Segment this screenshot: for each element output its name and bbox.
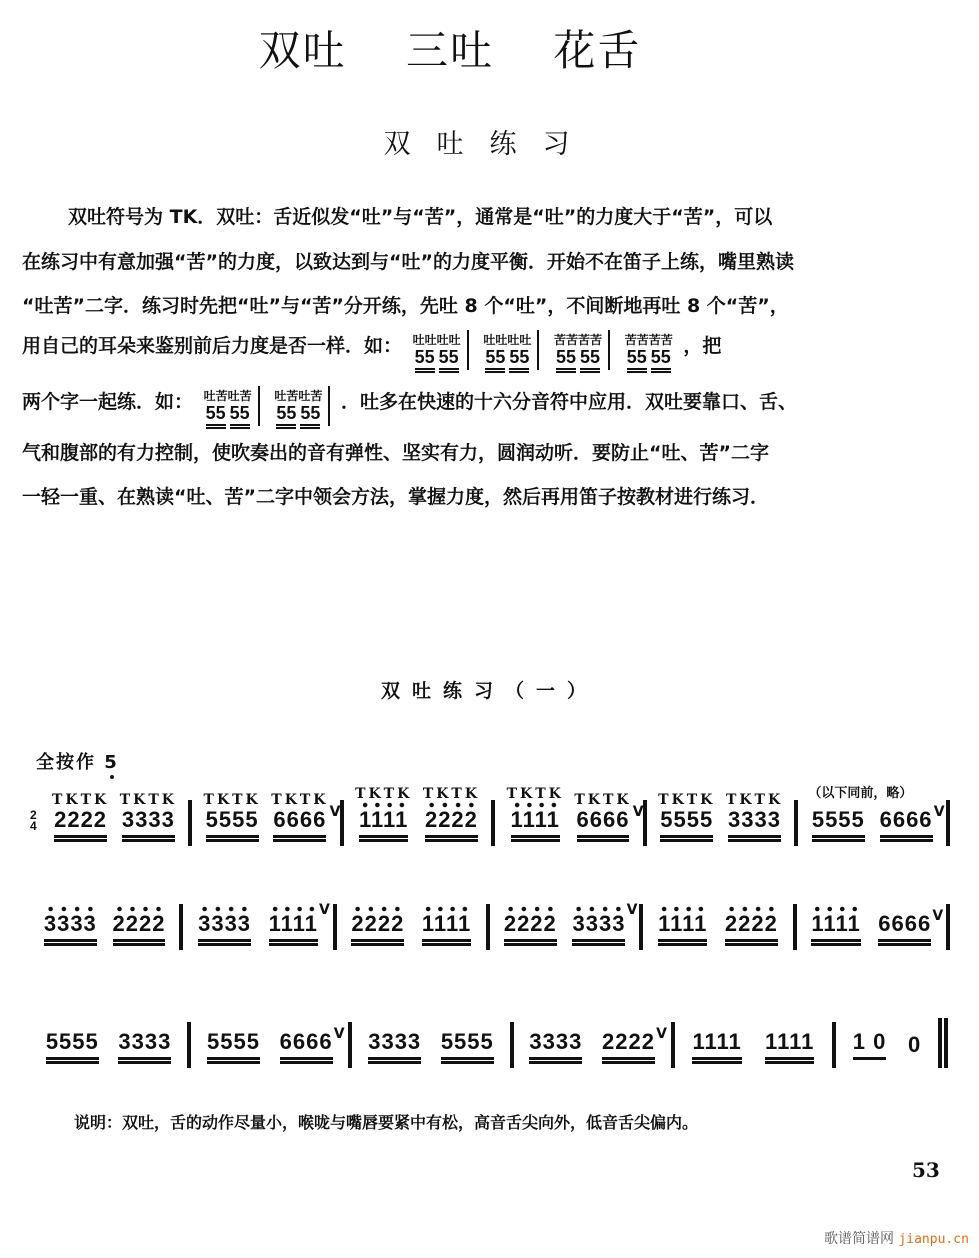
beat [423, 786, 480, 846]
beat [574, 792, 644, 846]
note-pair: 55 [509, 347, 529, 370]
measure [192, 792, 340, 846]
syllables: 苦苦苦苦 [554, 333, 603, 347]
notes: 5555 [441, 1030, 494, 1060]
beat [355, 786, 412, 846]
tonguing-marks: TKTK [271, 792, 329, 808]
annotation-same-as-before: （以下同前，略） [808, 786, 913, 801]
measure [183, 902, 332, 950]
notes-high-octave: 3333 [44, 906, 97, 942]
fingering-note: 5 [104, 752, 119, 773]
beat [207, 1030, 260, 1068]
notes-high-octave: 2222 [351, 906, 404, 942]
measure [643, 906, 792, 950]
inline-example-ku-2 [625, 333, 673, 370]
beat [441, 1030, 494, 1068]
notes: 6666 [577, 808, 630, 838]
final-bar-line [938, 1018, 942, 1068]
tonguing-marks: TKTK [422, 786, 481, 802]
notes: 6666 [878, 912, 931, 942]
note-pair: 55 [415, 347, 435, 370]
tonguing-marks: TKTK [355, 786, 413, 802]
tonguing-marks: TKTK [658, 792, 716, 808]
tonguing-marks: TKTK [574, 792, 632, 808]
title-part-flutter-tongue: 花舌 [553, 26, 642, 75]
note-pair: 55 [627, 347, 647, 370]
tonguing-marks: TKTK [506, 786, 564, 802]
measure [797, 906, 946, 950]
beat [908, 1033, 921, 1068]
beat [658, 792, 715, 846]
intro-line-2: 在练习中有意加强“苦”的力度，以致达到与“吐”的力度平衡．开始不在笛子上练，嘴里熟读 [22, 251, 794, 273]
notes: 6666 [273, 808, 326, 838]
notes: 2222 [54, 808, 107, 838]
notes: 1111 [765, 1030, 814, 1060]
intro-line-4-suffix: ，把 [683, 335, 722, 357]
time-signature [30, 810, 37, 832]
time-sig-bottom: 4 [30, 819, 37, 833]
tonguing-marks: TKTK [725, 792, 784, 808]
tonguing-marks: TKTK [203, 792, 261, 808]
bar-line [467, 330, 469, 370]
beat [120, 792, 177, 846]
breath-mark-icon: V [333, 1026, 345, 1042]
measure [344, 786, 492, 846]
syllables: 吐吐吐吐 [412, 333, 461, 347]
beat [279, 1026, 345, 1068]
note-pair: 55 [651, 347, 671, 370]
breath-mark-icon: V [626, 902, 638, 918]
bar-line [946, 800, 950, 846]
beat [878, 908, 944, 950]
beat [879, 804, 945, 846]
breath-mark-icon: V [329, 804, 341, 820]
notes: 1111 [692, 1030, 741, 1060]
intro-line-5-prefix: 两个字一起练．如： [22, 391, 194, 413]
inline-example-tuku-1 [204, 389, 252, 426]
beat [725, 906, 778, 950]
notes-high-octave: 2222 [113, 906, 166, 942]
beat [351, 906, 404, 950]
breath-mark-icon: V [632, 804, 644, 820]
notes: 5555 [46, 1030, 99, 1060]
beat [507, 786, 564, 846]
tonguing-marks: TKTK [119, 792, 177, 808]
notes: 1 0 [853, 1030, 887, 1060]
score-line-3 [30, 1008, 950, 1068]
beat [46, 1030, 99, 1068]
breath-mark-icon: V [932, 908, 944, 924]
notes: 6666 [880, 808, 933, 838]
rest: 0 [907, 1032, 922, 1057]
page-number: 53 [912, 1158, 940, 1182]
intro-line-3: “吐苦”二字．练习时先把“吐”与“苦”分开练，先吐 8 个“吐”，不间断地再吐 8 个“苦”， [22, 295, 789, 317]
beat [198, 906, 251, 950]
inline-example-tu-2 [483, 333, 531, 370]
beat [692, 1030, 741, 1068]
measure [490, 902, 639, 950]
note-pair: 55 [439, 347, 459, 370]
time-sig-top: 2 [30, 808, 37, 822]
watermark-site: jianpu.cn [898, 1232, 969, 1247]
notes: 3333 [728, 808, 781, 838]
beat [529, 1030, 582, 1068]
footnote: 说明：双吐，舌的动作尽量小，喉咙与嘴唇要紧中有松，高音舌尖向外，低音舌尖偏内。 [74, 1113, 699, 1132]
intro-line-4-prefix: 用自己的耳朵来鉴别前后力度是否一样．如： [22, 335, 403, 357]
measure [30, 1030, 187, 1068]
watermark [824, 1228, 969, 1248]
fingering-label [36, 748, 119, 774]
bar-line [258, 386, 260, 426]
notes-high-octave: 1111 [511, 802, 560, 838]
tonguing-marks: TKTK [51, 792, 110, 808]
bar-line [946, 904, 950, 950]
beat [44, 906, 97, 950]
notes: 3333 [118, 1030, 171, 1060]
breath-mark-icon: V [656, 1026, 667, 1042]
note-pair: 55 [580, 347, 600, 370]
measure [647, 792, 795, 846]
intro-line-6: 气和腹部的有力控制，使吹奏出的音有弹性、坚实有力，圆润动听．要防止“吐、苦”二字 [22, 442, 769, 464]
intro-line-5 [22, 378, 942, 426]
measure [41, 792, 189, 846]
syllables: 吐吐吐吐 [483, 333, 532, 347]
notes-high-octave: 2222 [425, 802, 478, 838]
notes-high-octave: 1111 [359, 802, 408, 838]
beat [204, 792, 261, 846]
beat [368, 1030, 421, 1068]
beat [268, 902, 330, 950]
intro-line-7: 一轻一重、在熟读“吐、苦”二字中领会方法，掌握力度，然后再用笛子按教材进行练习． [22, 486, 769, 508]
notes-high-octave: 1111 [811, 906, 860, 942]
bar-line [328, 386, 330, 426]
notes: 5555 [207, 1030, 260, 1060]
notes-high-octave: 3333 [198, 906, 251, 942]
notes: 6666 [280, 1030, 333, 1060]
beat [726, 792, 783, 846]
intro-line-4 [22, 322, 942, 370]
notes-high-octave: 2222 [725, 906, 778, 942]
main-title [0, 18, 900, 78]
measure [495, 786, 643, 846]
notes: 2222 [602, 1030, 655, 1060]
syllables: 吐苦吐苦 [274, 389, 323, 403]
notes-high-octave: 3333 [572, 906, 625, 942]
breath-mark-icon: V [933, 804, 945, 820]
notes: 5555 [660, 808, 713, 838]
beat [271, 792, 341, 846]
notes: 3333 [368, 1030, 421, 1060]
note-pair: 55 [230, 403, 250, 426]
beat [602, 1026, 667, 1068]
note-pair: 55 [206, 403, 226, 426]
notes-high-octave: 2222 [504, 906, 557, 942]
notes-high-octave: 1111 [422, 906, 471, 942]
watermark-label: 歌谱简谱网 [824, 1231, 894, 1247]
note-pair: 55 [300, 403, 320, 426]
measure [30, 906, 179, 950]
measure [352, 1030, 509, 1068]
notes-high-octave: 1111 [269, 906, 318, 942]
bar-line [537, 330, 539, 370]
beat [422, 906, 471, 950]
note-pair: 55 [485, 347, 505, 370]
measure [191, 1026, 348, 1068]
beat [811, 906, 860, 950]
fingering-text: 全按作 [36, 752, 96, 773]
measure [836, 1030, 938, 1068]
beat [658, 906, 707, 950]
score-line-2 [30, 890, 950, 950]
measure [675, 1030, 832, 1068]
exercise-title: 双吐练习（一） [380, 680, 598, 702]
measure [798, 786, 946, 846]
section-title: 双吐练习 [383, 129, 596, 160]
measure [514, 1026, 671, 1068]
beat [113, 906, 166, 950]
measure [337, 906, 486, 950]
beat [812, 808, 865, 846]
note-pair: 55 [556, 347, 576, 370]
syllables: 吐苦吐苦 [203, 389, 252, 403]
inline-example-tuku-2 [274, 389, 322, 426]
syllables: 苦苦苦苦 [624, 333, 673, 347]
title-part-triple-tonguing: 三吐 [405, 26, 494, 75]
notes: 3333 [529, 1030, 582, 1060]
title-part-double-tonguing: 双吐 [258, 26, 347, 75]
beat [572, 902, 638, 950]
beat [52, 792, 109, 846]
note-pair: 55 [276, 403, 296, 426]
score-line-1 [30, 786, 950, 846]
inline-example-ku-1 [554, 333, 602, 370]
beat [853, 1030, 887, 1068]
intro-line-5-suffix: ．吐多在快速的十六分音符中应用．双吐要靠口、舌、 [341, 391, 798, 413]
bar-line [608, 330, 610, 370]
intro-line-1: 双吐符号为 TK．双吐：舌近似发“吐”与“苦”，通常是“吐”的力度大于“苦”，可以 [68, 206, 773, 228]
notes: 3333 [122, 808, 175, 838]
inline-example-tu-1 [413, 333, 461, 370]
beat [504, 906, 557, 950]
notes: 5555 [206, 808, 259, 838]
notes: 5555 [812, 808, 865, 838]
notes-high-octave: 1111 [658, 906, 707, 942]
beat [118, 1030, 171, 1068]
beat [765, 1030, 814, 1068]
breath-mark-icon: V [319, 902, 330, 918]
